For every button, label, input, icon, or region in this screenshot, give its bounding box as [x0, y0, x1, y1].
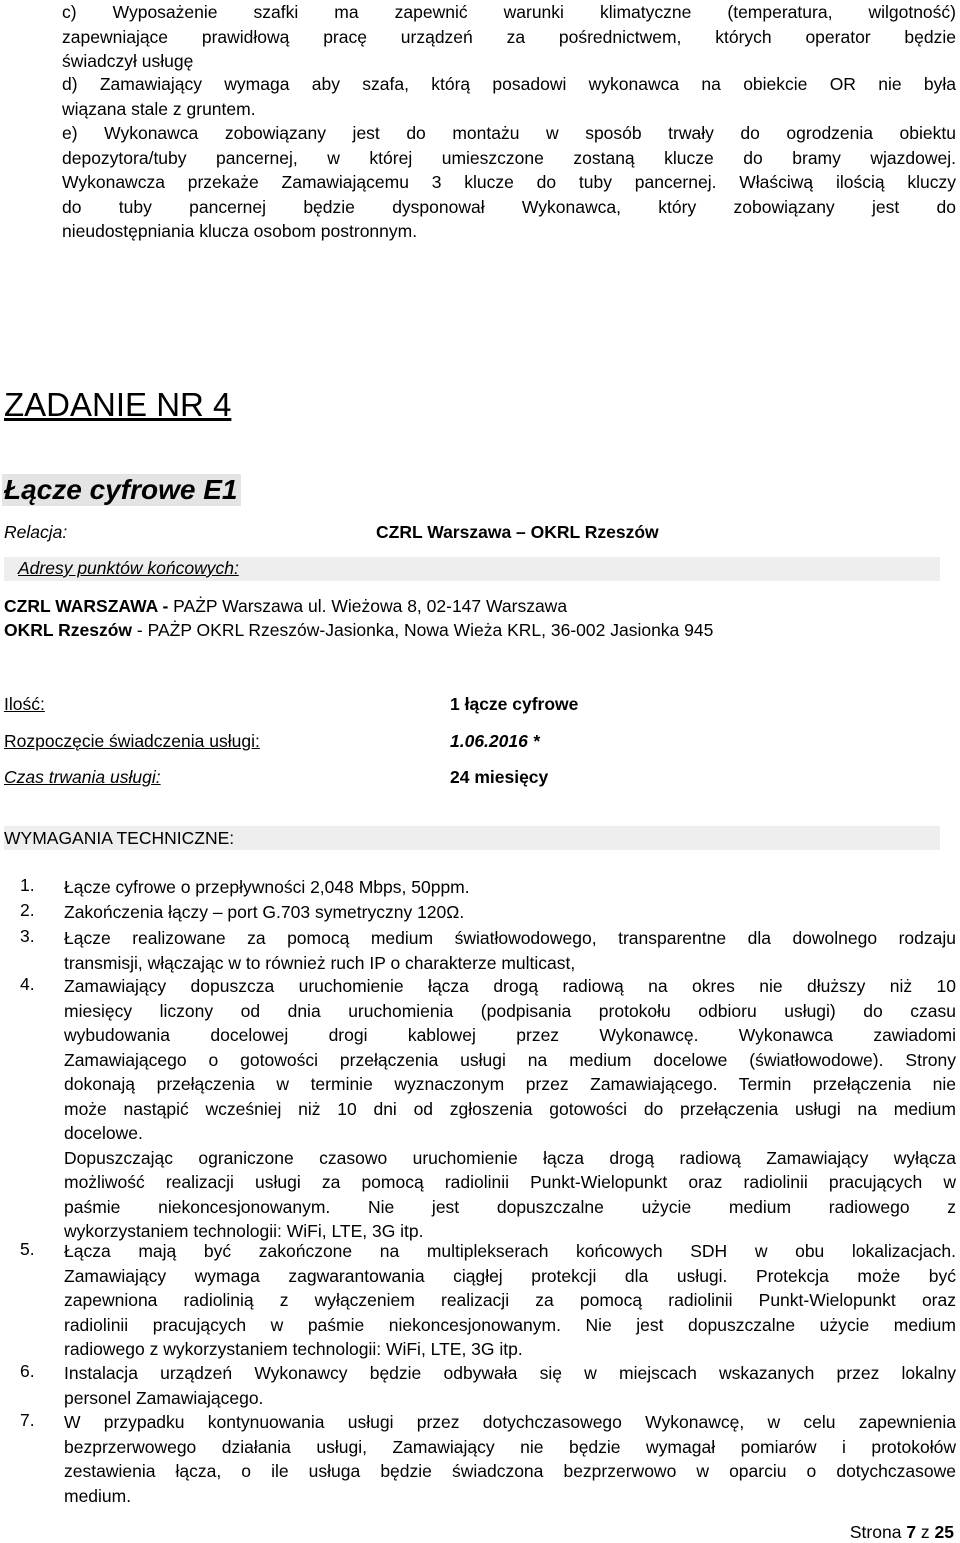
list-number: 6. [20, 1361, 35, 1381]
text-line: transmisji, włączając w to również ruch IP o charakterze multicast, [64, 952, 576, 973]
text-line: możliwość realizacji usługi za pomocą radiolinii Punkt-Wielopunkt oraz radiolinii pracujących w [64, 1172, 956, 1192]
text-line: depozytora/tuby pancernej, w której umieszczone zostaną klucze do bramy wjazdowej. [62, 147, 956, 168]
relacja-value: CZRL Warszawa – OKRL Rzeszów [376, 522, 659, 542]
footer-page-number: 7 [906, 1522, 917, 1542]
address-okrl [4, 620, 713, 641]
text-line: personel Zamawiającego. [64, 1387, 264, 1408]
section-subtitle: Łącze cyfrowe E1 [2, 474, 241, 506]
text-line: zapewniona radiolinią z wyłączeniem realizacji za pomocą radiolinii Punkt-Wielopunkt oraz [64, 1290, 956, 1310]
footer-prefix: Strona [849, 1522, 907, 1542]
text-line: do tuby pancernej będzie dysponował Wykonawca, który zobowiązany jest do [62, 196, 956, 217]
text-line: Łącze realizowane za pomocą medium światłowodowego, transparentne dla dowolnego rodzaju [64, 928, 956, 948]
text-line: radiowego z wykorzystaniem technologii: WiFi, LTE, 3G itp. [64, 1339, 523, 1359]
footer-total-pages: 25 [934, 1522, 954, 1542]
address-czrl-name: CZRL WARSZAWA - [4, 596, 169, 616]
address-okrl-name: OKRL Rzeszów [4, 620, 133, 640]
text-line: świadczył usługę [62, 51, 194, 71]
requirements-list [0, 875, 960, 1515]
text-line: paśmie niekoncesjonowanym. Nie jest dopuszczalne użycie medium radiowego z [64, 1196, 956, 1217]
text-line: e) Wykonawca zobowiązany jest do montażu w sposób trwały do ogrodzenia obiektu [62, 123, 956, 143]
text-line: może nastąpić wcześniej niż 10 dni od zgłoszenia gotowości do przełączenia usługi na medium [64, 1098, 956, 1119]
list-item [64, 1239, 956, 1362]
text-line: docelowe. [64, 1123, 143, 1143]
ilosc-label: Ilość: [4, 694, 45, 714]
text-line: miesięcy liczony od dnia uruchomienia (podpisania protokołu odbioru usługi) do czasu [64, 1000, 956, 1021]
start-label: Rozpoczęcie świadczenia usługi: [4, 731, 260, 751]
list-number: 1. [20, 875, 35, 895]
address-czrl [4, 596, 567, 617]
start-value: 1.06.2016 * [450, 731, 540, 751]
text-line: wybudowania docelowej drogi kablowej przez Wykonawcę. Wykonawca zawiadomi [64, 1025, 956, 1045]
czas-value: 24 miesięcy [450, 767, 549, 787]
adresy-label: Adresy punktów końcowych: [18, 558, 239, 578]
address-okrl-detail: - PAŻP OKRL Rzeszów-Jasionka, Nowa Wieża KRL, 36-002 Jasionka 945 [132, 620, 714, 640]
intro-item-d [62, 72, 956, 121]
text-line: bezprzerwowego działania usługi, Zamawiający nie będzie wymagał pomiarów i protokołów [64, 1436, 956, 1457]
address-czrl-detail: PAŻP Warszawa ul. Wieżowa 8, 02-147 Warszawa [168, 596, 568, 616]
page-footer [850, 1522, 954, 1543]
list-item [64, 875, 956, 900]
text-line: Instalacja urządzeń Wykonawcy będzie odbywała się w miejscach wskazanych przez lokalny [64, 1363, 956, 1383]
text-line: Łącza mają być zakończone na multiplekserach końcowych SDH w obu lokalizacjach. [64, 1241, 956, 1261]
list-number: 3. [20, 926, 35, 946]
list-number: 2. [20, 900, 35, 920]
intro-item-c [62, 0, 956, 74]
text-line: radiolinii pracujących w paśmie niekoncesjonowanym. Nie jest dopuszczalne użycie medium [64, 1314, 956, 1335]
section-title: ZADANIE NR 4 [4, 386, 232, 423]
adresy-band [4, 557, 940, 581]
czas-label: Czas trwania usługi: [4, 767, 161, 787]
footer-middle: z [916, 1522, 935, 1542]
list-item [64, 974, 956, 1244]
text-line: Zamawiający wymaga zagwarantowania ciągłej protekcji dla usługi. Protekcja może być [64, 1265, 956, 1286]
text-line: zapewniające prawidłową pracę urządzeń za pośrednictwem, których operator będzie [62, 26, 956, 47]
list-item [64, 926, 956, 975]
text-line: Zamawiający dopuszcza uruchomienie łącza drogą radiową na okres nie dłuższy niż 10 [64, 976, 956, 996]
text-line: c) Wyposażenie szafki ma zapewnić warunki klimatyczne (temperatura, wilgotność) [62, 2, 956, 22]
text-line: W przypadku kontynuowania usługi przez dotychczasowego Wykonawcę, w celu zapewnienia [64, 1412, 956, 1432]
list-item [64, 900, 956, 925]
list-number: 5. [20, 1239, 35, 1259]
text-line: wykorzystaniem technologii: WiFi, LTE, 3G itp. [64, 1221, 424, 1241]
list-number: 7. [20, 1410, 35, 1430]
text-line: wiązana stale z gruntem. [62, 98, 256, 119]
intro-item-e [62, 121, 956, 244]
text-line: Wykonawcza przekaże Zamawiającemu 3 klucze do tuby pancernej. Właściwą ilością kluczy [62, 172, 956, 192]
text-line: Dopuszczając ograniczone czasowo uruchomienie łącza drogą radiową Zamawiający wyłącza [64, 1147, 956, 1168]
list-item [64, 1410, 956, 1508]
text-line: dokonają przełączenia w terminie wyznaczonym przez Zamawiającego. Termin przełączenia nie [64, 1074, 956, 1094]
text-line: zestawienia łącza, o ile usługa będzie świadczona bezprzerwowo w oparciu o dotychczasowe [64, 1461, 956, 1481]
relacja-label: Relacja: [4, 522, 68, 542]
text-line: Zamawiającego o gotowości przełączenia usługi na medium docelowe (światłowodowe). Strony [64, 1049, 956, 1070]
text-line: medium. [64, 1485, 132, 1506]
requirements-heading-band [4, 826, 940, 850]
text-line: d) Zamawiający wymaga aby szafa, którą posadowi wykonawca na obiekcie OR nie była [62, 74, 956, 94]
text-line: Łącze cyfrowe o przepływności 2,048 Mbps, 50ppm. [64, 877, 470, 897]
list-number: 4. [20, 974, 35, 994]
text-line: nieudostępniania klucza osobom postronnym. [62, 221, 418, 241]
text-line: Zakończenia łączy – port G.703 symetryczny 120Ω. [64, 902, 465, 922]
requirements-heading: WYMAGANIA TECHNICZNE: [4, 828, 235, 848]
list-item [64, 1361, 956, 1410]
ilosc-value: 1 łącze cyfrowe [450, 694, 579, 714]
